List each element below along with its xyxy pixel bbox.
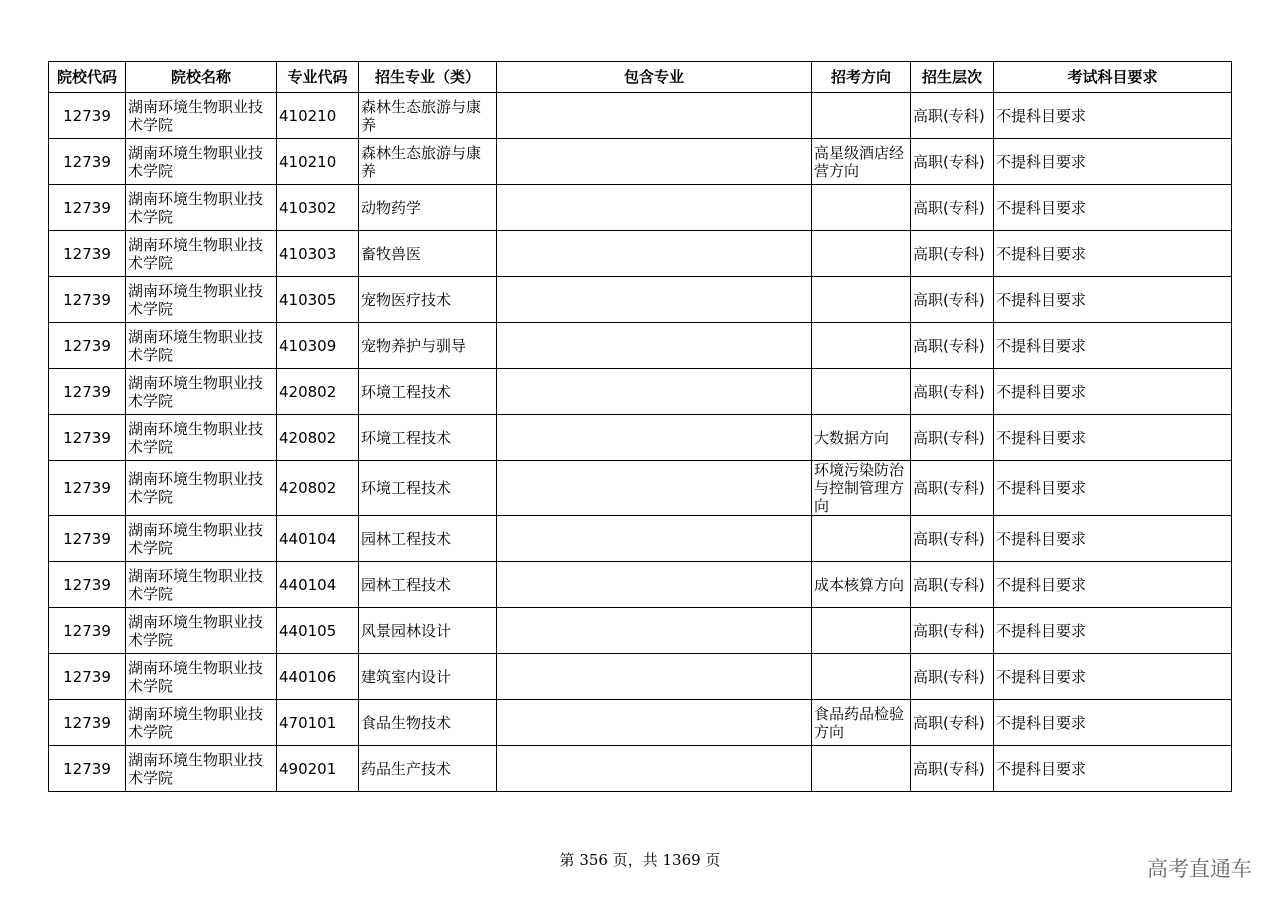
table-row [49, 562, 1232, 608]
school-name-cell: 湖南环境生物职业技术学院 [126, 746, 277, 792]
level-cell: 高职(专科) [911, 277, 994, 323]
included-majors-cell [497, 461, 812, 516]
school-code-cell: 12739 [49, 185, 126, 231]
school-name-cell: 湖南环境生物职业技术学院 [126, 415, 277, 461]
major-code-cell: 470101 [277, 700, 359, 746]
major-cell: 环境工程技术 [359, 369, 497, 415]
requirement-cell: 不提科目要求 [994, 608, 1232, 654]
school-name-cell: 湖南环境生物职业技术学院 [126, 277, 277, 323]
school-code-cell: 12739 [49, 516, 126, 562]
major-cell: 宠物养护与驯导 [359, 323, 497, 369]
level-cell: 高职(专科) [911, 700, 994, 746]
included-majors-cell [497, 746, 812, 792]
requirement-cell: 不提科目要求 [994, 369, 1232, 415]
included-majors-cell [497, 516, 812, 562]
school-code-cell: 12739 [49, 654, 126, 700]
direction-cell: 环境污染防治与控制管理方向 [812, 461, 911, 516]
requirement-cell: 不提科目要求 [994, 516, 1232, 562]
direction-cell [812, 323, 911, 369]
table-row [49, 415, 1232, 461]
major-code-cell: 440105 [277, 608, 359, 654]
major-cell: 畜牧兽医 [359, 231, 497, 277]
major-code-cell: 420802 [277, 415, 359, 461]
requirement-cell: 不提科目要求 [994, 93, 1232, 139]
major-cell: 园林工程技术 [359, 516, 497, 562]
major-cell: 环境工程技术 [359, 415, 497, 461]
level-cell: 高职(专科) [911, 93, 994, 139]
table-row [49, 654, 1232, 700]
requirement-cell: 不提科目要求 [994, 277, 1232, 323]
school-code-cell: 12739 [49, 746, 126, 792]
header-major-code: 专业代码 [277, 62, 359, 93]
level-cell: 高职(专科) [911, 461, 994, 516]
level-cell: 高职(专科) [911, 654, 994, 700]
major-cell: 食品生物技术 [359, 700, 497, 746]
table-row [49, 746, 1232, 792]
major-code-cell: 410210 [277, 93, 359, 139]
major-cell: 宠物医疗技术 [359, 277, 497, 323]
requirement-cell: 不提科目要求 [994, 185, 1232, 231]
school-name-cell: 湖南环境生物职业技术学院 [126, 369, 277, 415]
major-code-cell: 440104 [277, 516, 359, 562]
school-code-cell: 12739 [49, 277, 126, 323]
level-cell: 高职(专科) [911, 746, 994, 792]
direction-cell [812, 185, 911, 231]
school-name-cell: 湖南环境生物职业技术学院 [126, 323, 277, 369]
level-cell: 高职(专科) [911, 323, 994, 369]
header-row [49, 62, 1232, 93]
school-code-cell: 12739 [49, 562, 126, 608]
requirement-cell: 不提科目要求 [994, 562, 1232, 608]
included-majors-cell [497, 369, 812, 415]
major-cell: 建筑室内设计 [359, 654, 497, 700]
school-name-cell: 湖南环境生物职业技术学院 [126, 562, 277, 608]
school-name-cell: 湖南环境生物职业技术学院 [126, 654, 277, 700]
header-major: 招生专业（类） [359, 62, 497, 93]
major-cell: 园林工程技术 [359, 562, 497, 608]
major-cell: 森林生态旅游与康养 [359, 139, 497, 185]
requirement-cell: 不提科目要求 [994, 323, 1232, 369]
school-code-cell: 12739 [49, 700, 126, 746]
level-cell: 高职(专科) [911, 369, 994, 415]
major-code-cell: 490201 [277, 746, 359, 792]
included-majors-cell [497, 415, 812, 461]
header-direction: 招考方向 [812, 62, 911, 93]
direction-cell [812, 516, 911, 562]
school-code-cell: 12739 [49, 231, 126, 277]
school-name-cell: 湖南环境生物职业技术学院 [126, 185, 277, 231]
included-majors-cell [497, 700, 812, 746]
direction-cell [812, 93, 911, 139]
school-code-cell: 12739 [49, 608, 126, 654]
watermark-text: 高考直通车 [1147, 857, 1252, 881]
requirement-cell: 不提科目要求 [994, 700, 1232, 746]
direction-cell [812, 231, 911, 277]
included-majors-cell [497, 608, 812, 654]
direction-cell: 成本核算方向 [812, 562, 911, 608]
major-code-cell: 410309 [277, 323, 359, 369]
enrollment-table [48, 61, 1232, 792]
requirement-cell: 不提科目要求 [994, 461, 1232, 516]
included-majors-cell [497, 323, 812, 369]
school-name-cell: 湖南环境生物职业技术学院 [126, 608, 277, 654]
level-cell: 高职(专科) [911, 516, 994, 562]
major-code-cell: 440104 [277, 562, 359, 608]
school-name-cell: 湖南环境生物职业技术学院 [126, 93, 277, 139]
level-cell: 高职(专科) [911, 562, 994, 608]
included-majors-cell [497, 139, 812, 185]
school-name-cell: 湖南环境生物职业技术学院 [126, 516, 277, 562]
major-cell: 动物药学 [359, 185, 497, 231]
table-row [49, 277, 1232, 323]
major-code-cell: 410302 [277, 185, 359, 231]
direction-cell: 大数据方向 [812, 415, 911, 461]
level-cell: 高职(专科) [911, 608, 994, 654]
level-cell: 高职(专科) [911, 415, 994, 461]
table-row [49, 461, 1232, 516]
requirement-cell: 不提科目要求 [994, 415, 1232, 461]
major-code-cell: 420802 [277, 369, 359, 415]
table-row [49, 93, 1232, 139]
major-cell: 森林生态旅游与康养 [359, 93, 497, 139]
major-code-cell: 420802 [277, 461, 359, 516]
major-cell: 药品生产技术 [359, 746, 497, 792]
included-majors-cell [497, 277, 812, 323]
level-cell: 高职(专科) [911, 231, 994, 277]
major-code-cell: 440106 [277, 654, 359, 700]
school-code-cell: 12739 [49, 139, 126, 185]
included-majors-cell [497, 185, 812, 231]
direction-cell [812, 746, 911, 792]
included-majors-cell [497, 654, 812, 700]
direction-cell: 食品药品检验方向 [812, 700, 911, 746]
table-row [49, 608, 1232, 654]
school-code-cell: 12739 [49, 461, 126, 516]
direction-cell [812, 654, 911, 700]
level-cell: 高职(专科) [911, 139, 994, 185]
table-row [49, 185, 1232, 231]
school-name-cell: 湖南环境生物职业技术学院 [126, 231, 277, 277]
header-level: 招生层次 [911, 62, 994, 93]
school-code-cell: 12739 [49, 369, 126, 415]
direction-cell: 高星级酒店经营方向 [812, 139, 911, 185]
requirement-cell: 不提科目要求 [994, 231, 1232, 277]
major-code-cell: 410210 [277, 139, 359, 185]
included-majors-cell [497, 231, 812, 277]
school-code-cell: 12739 [49, 93, 126, 139]
school-name-cell: 湖南环境生物职业技术学院 [126, 700, 277, 746]
major-code-cell: 410303 [277, 231, 359, 277]
table-row [49, 323, 1232, 369]
direction-cell [812, 369, 911, 415]
major-cell: 环境工程技术 [359, 461, 497, 516]
major-cell: 风景园林设计 [359, 608, 497, 654]
page-number: 第 356 页，共 1369 页 [559, 851, 721, 869]
direction-cell [812, 608, 911, 654]
requirement-cell: 不提科目要求 [994, 139, 1232, 185]
table-row [49, 231, 1232, 277]
requirement-cell: 不提科目要求 [994, 746, 1232, 792]
requirement-cell: 不提科目要求 [994, 654, 1232, 700]
table-row [49, 369, 1232, 415]
school-code-cell: 12739 [49, 323, 126, 369]
header-school-name: 院校名称 [126, 62, 277, 93]
table-row [49, 516, 1232, 562]
table-row [49, 700, 1232, 746]
included-majors-cell [497, 93, 812, 139]
level-cell: 高职(专科) [911, 185, 994, 231]
school-name-cell: 湖南环境生物职业技术学院 [126, 139, 277, 185]
table-row [49, 139, 1232, 185]
header-requirement: 考试科目要求 [994, 62, 1232, 93]
major-code-cell: 410305 [277, 277, 359, 323]
school-name-cell: 湖南环境生物职业技术学院 [126, 461, 277, 516]
school-code-cell: 12739 [49, 415, 126, 461]
included-majors-cell [497, 562, 812, 608]
header-school-code: 院校代码 [49, 62, 126, 93]
direction-cell [812, 277, 911, 323]
header-included-majors: 包含专业 [497, 62, 812, 93]
